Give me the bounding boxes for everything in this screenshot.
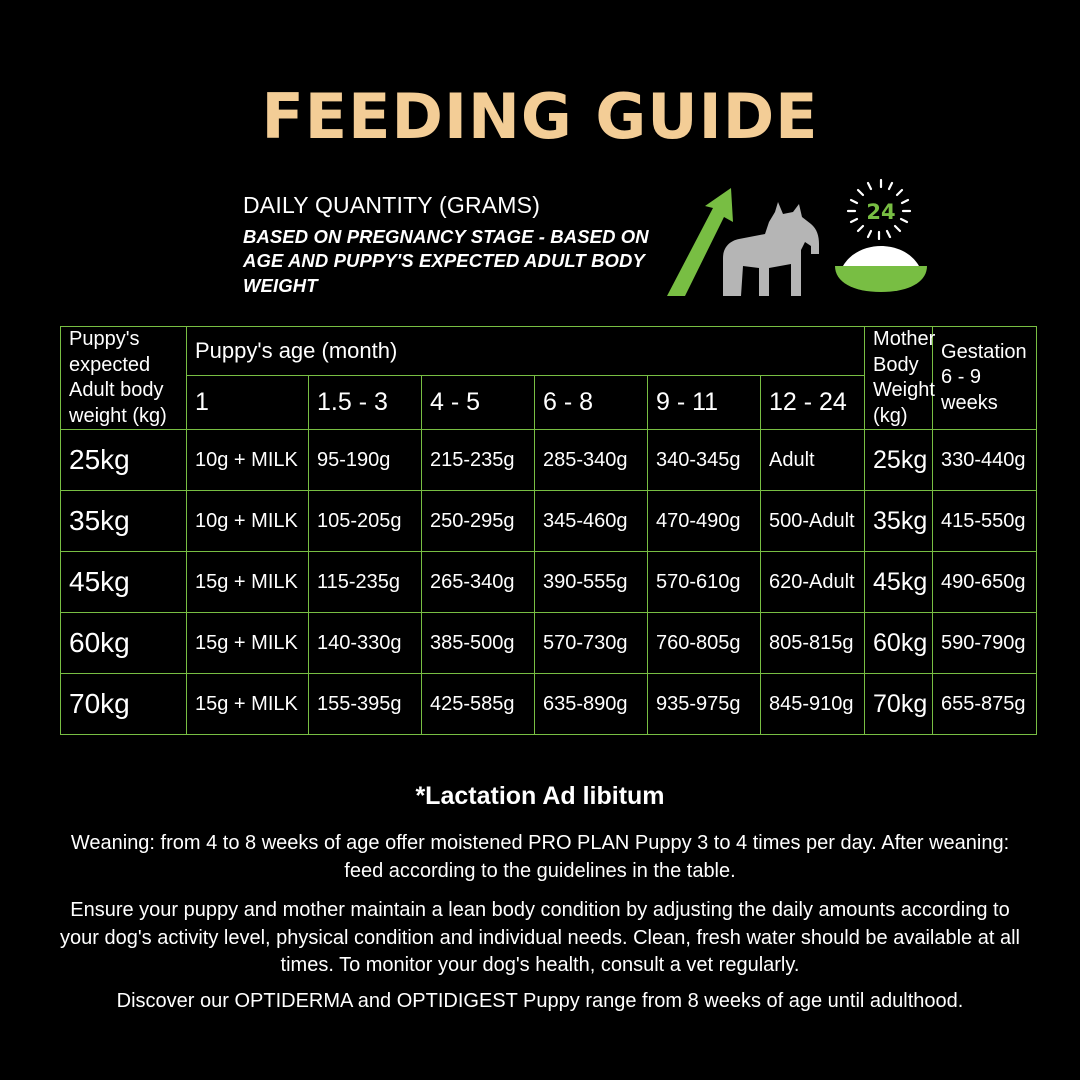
cell-age-6: 620-Adult	[761, 552, 865, 613]
cell-gestation: 330-440g	[933, 430, 1037, 491]
cell-age-1: 15g + MILK	[187, 552, 309, 613]
subheading-block	[243, 192, 663, 298]
table-row	[61, 430, 1037, 491]
cell-age-5: 760-805g	[648, 613, 761, 674]
table-row	[61, 674, 1037, 735]
cell-age-4: 570-730g	[535, 613, 648, 674]
header-age-col-3: 4 - 5	[422, 375, 535, 429]
header-age-col-5: 9 - 11	[648, 375, 761, 429]
discover-range-note: Discover our OPTIDERMA and OPTIDIGEST Puppy range from 8 weeks of age until adulthood.	[116, 990, 964, 1012]
table-header	[61, 327, 1037, 430]
cell-age-3: 265-340g	[422, 552, 535, 613]
header-mother-body-weight: Mother Body Weight (kg)	[865, 327, 933, 430]
cell-mother-weight: 35kg	[865, 491, 933, 552]
lactation-note: *Lactation Ad libitum	[415, 782, 665, 810]
cell-gestation: 655-875g	[933, 674, 1037, 735]
body-condition-note: Ensure your puppy and mother maintain a lean body condition by adjusting the daily amounts according to your dog's activity level, physical condition and individual needs. Clean, fresh water should be available at all times. To monitor your dog's health, consult a vet regularly.	[60, 899, 1020, 977]
cell-age-6: Adult	[761, 430, 865, 491]
cell-age-2: 115-235g	[309, 552, 422, 613]
daily-quantity-label: DAILY QUANTITY (GRAMS)	[243, 192, 541, 218]
table-body	[61, 430, 1037, 735]
cell-age-5: 935-975g	[648, 674, 761, 735]
cell-age-6: 805-815g	[761, 613, 865, 674]
header-age-col-4: 6 - 8	[535, 375, 648, 429]
header-gestation-title: Gestation	[941, 340, 1027, 363]
header-gestation	[933, 327, 1037, 430]
cell-age-2: 95-190g	[309, 430, 422, 491]
table-row	[61, 552, 1037, 613]
header-puppy-weight: Puppy's expected Adult body weight (kg)	[61, 327, 187, 430]
cell-age-6: 500-Adult	[761, 491, 865, 552]
cell-age-3: 425-585g	[422, 674, 535, 735]
page-title: FEEDING GUIDE	[261, 80, 819, 153]
cell-age-1: 15g + MILK	[187, 674, 309, 735]
table-row	[61, 491, 1037, 552]
basis-description: BASED ON PREGNANCY STAGE - BASED ON AGE AND PUPPY'S EXPECTED ADULT BODY WEIGHT	[243, 226, 649, 296]
cell-mother-weight: 60kg	[865, 613, 933, 674]
cell-age-3: 385-500g	[422, 613, 535, 674]
cell-age-1: 15g + MILK	[187, 613, 309, 674]
header-puppy-age: Puppy's age (month)	[187, 327, 865, 376]
cell-age-4: 285-340g	[535, 430, 648, 491]
dog-growth-arrow-icon	[665, 184, 825, 304]
cell-age-3: 215-235g	[422, 430, 535, 491]
table-row	[61, 613, 1037, 674]
header-age-col-6: 12 - 24	[761, 375, 865, 429]
cell-age-3: 250-295g	[422, 491, 535, 552]
header-age-col-2: 1.5 - 3	[309, 375, 422, 429]
header-gestation-sub: 6 - 9 weeks	[941, 366, 998, 414]
cell-age-1: 10g + MILK	[187, 430, 309, 491]
header-age-col-1: 1	[187, 375, 309, 429]
row-weight-label: 60kg	[61, 613, 187, 674]
cell-gestation: 490-650g	[933, 552, 1037, 613]
cell-age-2: 155-395g	[309, 674, 422, 735]
feeding-table	[60, 326, 1037, 735]
weaning-note: Weaning: from 4 to 8 weeks of age offer moistened PRO PLAN Puppy 3 to 4 times per day. After weaning: feed according to the guidelines in the table.	[70, 832, 1010, 882]
cell-age-5: 340-345g	[648, 430, 761, 491]
row-weight-label: 45kg	[61, 552, 187, 613]
cell-age-4: 390-555g	[535, 552, 648, 613]
cell-age-5: 470-490g	[648, 491, 761, 552]
pictogram-group	[655, 178, 945, 308]
row-weight-label: 35kg	[61, 491, 187, 552]
food-bowl-icon	[833, 246, 929, 299]
feeding-table-container	[60, 326, 1036, 735]
cell-gestation: 415-550g	[933, 491, 1037, 552]
row-weight-label: 70kg	[61, 674, 187, 735]
cell-age-2: 105-205g	[309, 491, 422, 552]
cell-age-4: 635-890g	[535, 674, 648, 735]
cell-age-6: 845-910g	[761, 674, 865, 735]
cell-age-5: 570-610g	[648, 552, 761, 613]
cell-gestation: 590-790g	[933, 613, 1037, 674]
cell-mother-weight: 45kg	[865, 552, 933, 613]
clock-hours-label: 24	[866, 200, 896, 224]
cell-age-1: 10g + MILK	[187, 491, 309, 552]
row-weight-label: 25kg	[61, 430, 187, 491]
cell-age-2: 140-330g	[309, 613, 422, 674]
24-hour-clock-icon	[845, 178, 917, 245]
cell-mother-weight: 25kg	[865, 430, 933, 491]
cell-age-4: 345-460g	[535, 491, 648, 552]
cell-mother-weight: 70kg	[865, 674, 933, 735]
